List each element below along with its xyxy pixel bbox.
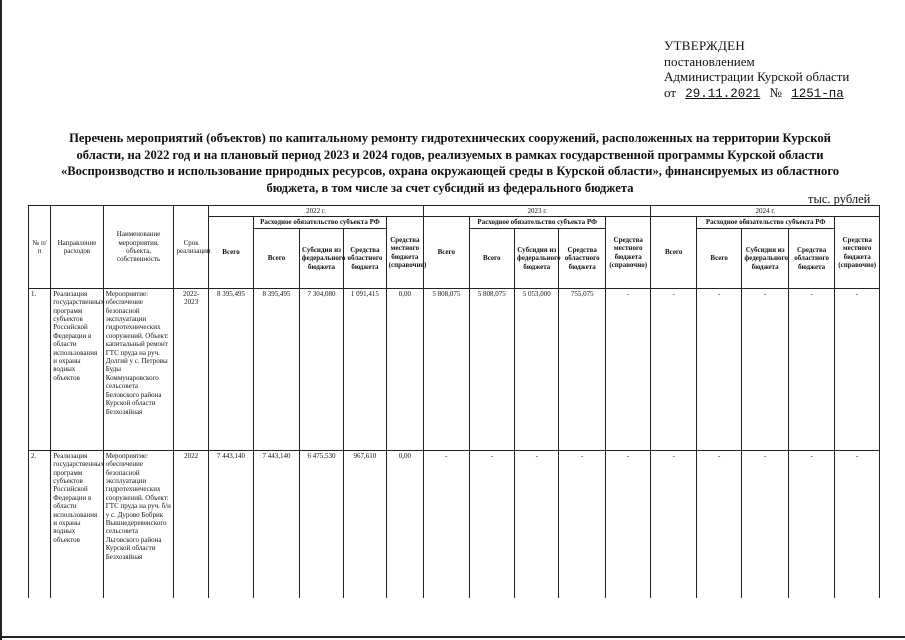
program-table xyxy=(28,205,880,598)
cell-value: 8 395,495 xyxy=(208,288,253,450)
row-term: 2022-2023 xyxy=(174,288,208,450)
cell-value: - xyxy=(835,288,880,450)
sub-fed-2022: Субсидия из федерального бюджета xyxy=(299,228,343,288)
approval-number: 1251-па xyxy=(791,86,844,101)
col-direction-header: Направление расходов xyxy=(51,206,104,289)
cell-value: - xyxy=(742,450,788,598)
total-2022-header: Всего xyxy=(208,217,253,288)
cell-value: - xyxy=(696,450,741,598)
sub-reg-2024: Средства областного бюджета xyxy=(788,228,834,288)
cell-value: 7 443,140 xyxy=(254,450,299,598)
cell-value: 7 443,140 xyxy=(208,450,253,598)
row-term: 2022 xyxy=(174,450,208,598)
document-title: Перечень мероприятий (объектов) по капитальному ремонту гидротехнических сооружений, расположенных на территории Курской области, на 2022 год и на плановый период 2023 и 2024 годов, реализуемых в рамках государственной программы Курской области «Воспроизводство и использование природных ресурсов, охрана окружающей среды в Курской области», финансируемых из областного бюджета, в том числе за счет субсидий из федерального бюджета xyxy=(60,131,840,195)
cell-value: - xyxy=(651,450,696,598)
obligation-2023-header: Расходное обязательство субъекта РФ xyxy=(469,217,605,228)
scan-edge-bottom xyxy=(0,636,905,638)
total-2023-header: Всего xyxy=(424,217,469,288)
row-name: Мероприятие: обеспечение безопасной эксплуатации гидротехнических сооружений. Объект: капитальный ремонт ГТС пруда на руч. Долгий у с. Петровы Буды Коммунаровского сельсовета Беловского района Курской области Безхозяйная xyxy=(103,288,174,450)
year-2022-header: 2022 г. xyxy=(208,206,423,217)
local-2023-header: Средства местного бюджета (справочно) xyxy=(605,217,651,288)
approval-title: УТВЕРЖДЕН xyxy=(664,38,746,53)
sub-total-2024: Всего xyxy=(696,228,741,288)
approval-block xyxy=(664,38,850,102)
row-num: 1. xyxy=(29,288,51,450)
cell-value: 0,00 xyxy=(386,288,423,450)
approval-date-line xyxy=(664,85,850,103)
cell-value: 1 091,415 xyxy=(344,288,386,450)
col-term-header: Срок реализации xyxy=(174,206,208,289)
cell-value: - xyxy=(788,450,834,598)
col-name-header: Наименование мероприятия, объекта, собственность xyxy=(103,206,174,289)
local-2024-header: Средства местного бюджета (справочно) xyxy=(835,217,880,288)
cell-value: 5 808,075 xyxy=(424,288,469,450)
approval-date: 29.11.2021 xyxy=(685,86,761,101)
row-direction: Реализация государственных программ субъектов Российской Федерации в области использования и охраны водных объектов xyxy=(51,450,104,598)
cell-value: - xyxy=(424,450,469,598)
row-name: Мероприятие: обеспечение безопасной эксплуатации гидротехнических сооружений. Объект: ГТС пруда на руч. б/н у с. Дурово Бобрик Вышнедеревенского сельсовета Льговского района Курской области Безхозяйная xyxy=(103,450,174,598)
obligation-2024-header: Расходное обязательство субъекта РФ xyxy=(696,217,834,228)
sub-total-2023: Всего xyxy=(469,228,514,288)
table-row xyxy=(29,288,880,450)
date-prefix: от xyxy=(664,84,677,100)
units-label: тыс. рублей xyxy=(808,192,871,206)
cell-value: - xyxy=(788,288,834,450)
total-2024-header: Всего xyxy=(651,217,696,288)
cell-value: 8 395,495 xyxy=(254,288,299,450)
cell-value: - xyxy=(742,288,788,450)
sub-reg-2022: Средства областного бюджета xyxy=(344,228,386,288)
col-num-header: № п/п xyxy=(29,206,51,289)
approval-line2: постановлением xyxy=(664,53,755,69)
sub-reg-2023: Средства областного бюджета xyxy=(559,228,605,288)
cell-value: 755,075 xyxy=(559,288,605,450)
local-2022-header: Средства местного бюджета (справочно) xyxy=(386,217,423,288)
cell-value: - xyxy=(605,450,651,598)
year-2024-header: 2024 г. xyxy=(651,206,880,217)
sub-fed-2023: Субсидия из федерального бюджета xyxy=(515,228,559,288)
cell-value: 967,610 xyxy=(344,450,386,598)
year-2023-header: 2023 г. xyxy=(424,206,651,217)
row-direction: Реализация государственных программ субъектов Российской Федерации в области использования и охраны водных объектов xyxy=(51,288,104,450)
cell-value: 5 808,075 xyxy=(469,288,514,450)
cell-value: - xyxy=(835,450,880,598)
row-num: 2. xyxy=(29,450,51,598)
cell-value: - xyxy=(469,450,514,598)
scan-edge-left xyxy=(0,0,2,640)
approval-line3: Администрации Курской области xyxy=(664,69,850,84)
table-row xyxy=(29,450,880,598)
number-prefix: № xyxy=(769,84,782,100)
sub-fed-2024: Субсидия из федерального бюджета xyxy=(742,228,788,288)
sub-total-2022: Всего xyxy=(254,228,299,288)
cell-value: - xyxy=(651,288,696,450)
cell-value: 7 304,080 xyxy=(299,288,343,450)
cell-value: - xyxy=(696,288,741,450)
cell-value: 5 053,000 xyxy=(515,288,559,450)
cell-value: - xyxy=(515,450,559,598)
cell-value: - xyxy=(559,450,605,598)
obligation-2022-header: Расходное обязательство субъекта РФ xyxy=(254,217,386,228)
cell-value: - xyxy=(605,288,651,450)
cell-value: 0,00 xyxy=(386,450,423,598)
cell-value: 6 475,530 xyxy=(299,450,343,598)
